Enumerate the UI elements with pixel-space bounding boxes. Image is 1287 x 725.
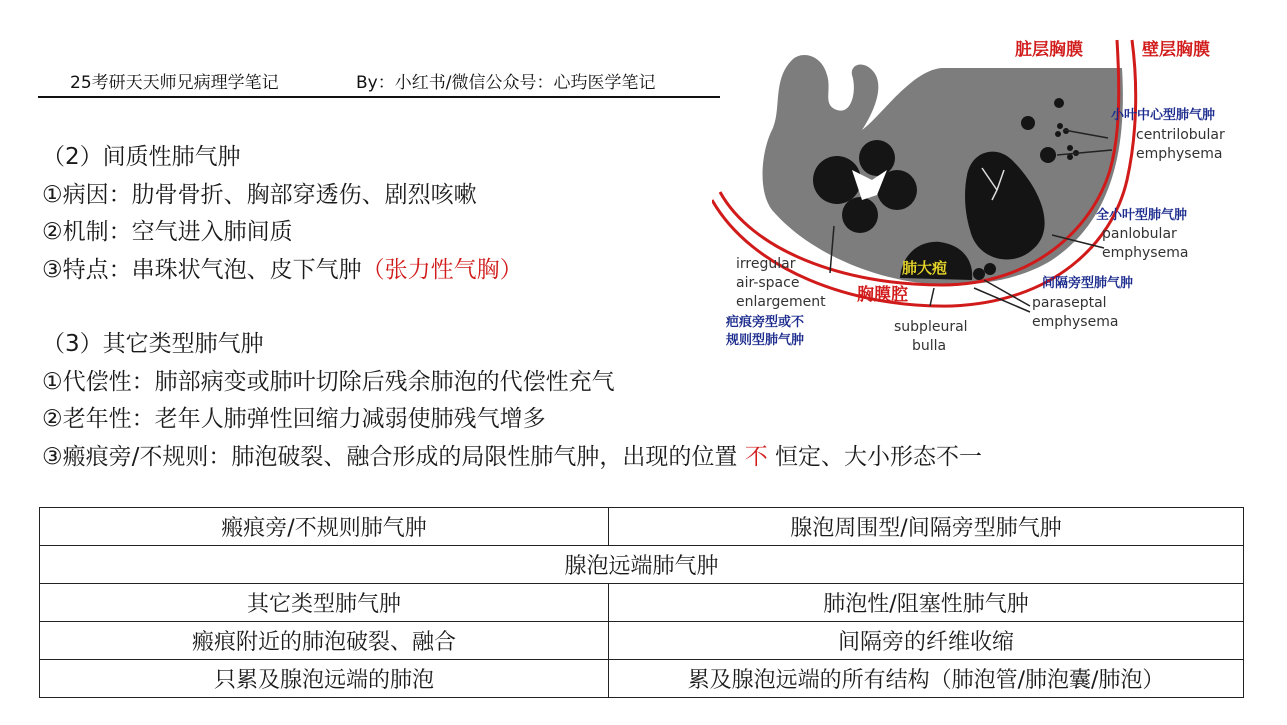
bulla-en-2: bulla (912, 338, 947, 354)
table-row (40, 508, 1244, 546)
other-senile: ②老年性：老年人肺弹性回缩力减弱使肺残气增多 (42, 406, 546, 432)
emphysema-diagram (712, 30, 1272, 360)
other-compensatory: ①代偿性：肺部病变或肺叶切除后残余肺泡的代偿性充气 (42, 369, 615, 395)
table-row (40, 660, 1244, 698)
other-scar (42, 438, 982, 471)
irregular-cn-1: 疤痕旁型或不 (726, 315, 805, 330)
table-cell: 瘢痕附近的肺泡破裂、融合 (40, 622, 609, 660)
interstitial-mechanism: ②机制：空气进入肺间质 (42, 219, 293, 245)
centrilobular-cn: 小叶中心型肺气肿 (1111, 108, 1216, 123)
table-cell: 瘢痕旁/不规则肺气肿 (40, 508, 609, 546)
irregular-en-1: irregular (736, 256, 796, 272)
centrilobular-en-1: centrilobular (1136, 127, 1225, 143)
bulla-en-1: subpleural (894, 319, 968, 335)
table-cell: 只累及腺泡远端的肺泡 (40, 660, 609, 698)
table-cell: 间隔旁的纤维收缩 (609, 622, 1244, 660)
interstitial-feature (42, 251, 523, 284)
scar-text: ③瘢痕旁/不规则：肺泡破裂、融合形成的局限性肺气肿，出现的位置 (42, 444, 738, 470)
header-title: 25考研天天师兄病理学笔记 (70, 73, 279, 93)
other-title: （3）其它类型肺气肿 (42, 331, 264, 357)
irregular-en-2: air-space (736, 275, 800, 291)
centrilobular-en-2: emphysema (1136, 146, 1223, 162)
table-cell: 其它类型肺气肿 (40, 584, 609, 622)
irregular-cn-2: 规则型肺气肿 (726, 333, 805, 348)
table-cell: 累及腺泡远端的所有结构（肺泡管/肺泡囊/肺泡） (609, 660, 1244, 698)
paraseptal-en-2: emphysema (1032, 314, 1119, 330)
paraseptal-cn: 间隔旁型肺气肿 (1042, 276, 1134, 291)
comparison-table (39, 507, 1244, 698)
scar-red-word: 不 (744, 444, 768, 470)
header-author: By：小红书/微信公众号：心玙医学笔记 (356, 73, 656, 93)
table-cell: 腺泡周围型/间隔旁型肺气肿 (609, 508, 1244, 546)
tension-pneumothorax-note: （张力性气胸） (361, 257, 523, 283)
table-row (40, 584, 1244, 622)
bulla-cn-label: 肺大疱 (902, 259, 948, 277)
parietal-pleura-label: 壁层胸膜 (1142, 40, 1210, 60)
pleural-cavity-label: 胸膜腔 (857, 285, 908, 305)
table-row (40, 546, 1244, 584)
panlobular-en-1: panlobular (1102, 226, 1177, 242)
table-cell: 肺泡性/阻塞性肺气肿 (609, 584, 1244, 622)
irregular-en-3: enlargement (736, 294, 826, 310)
panlobular-cn: 全小叶型肺气肿 (1096, 208, 1188, 223)
table-row (40, 622, 1244, 660)
panlobular-en-2: emphysema (1102, 245, 1189, 261)
page-header (38, 64, 720, 98)
interstitial-cause: ①病因：肋骨骨折、胸部穿透伤、剧烈咳嗽 (42, 182, 477, 208)
interstitial-title: （2）间质性肺气肿 (42, 144, 241, 170)
paraseptal-en-1: paraseptal (1032, 295, 1107, 311)
table-cell-merged: 腺泡远端肺气肿 (40, 546, 1244, 584)
feature-text: ③特点：串珠状气泡、皮下气肿 (42, 257, 362, 283)
visceral-pleura-label: 脏层胸膜 (1015, 40, 1083, 60)
scar-text-end: 恒定、大小形态不一 (775, 444, 982, 470)
